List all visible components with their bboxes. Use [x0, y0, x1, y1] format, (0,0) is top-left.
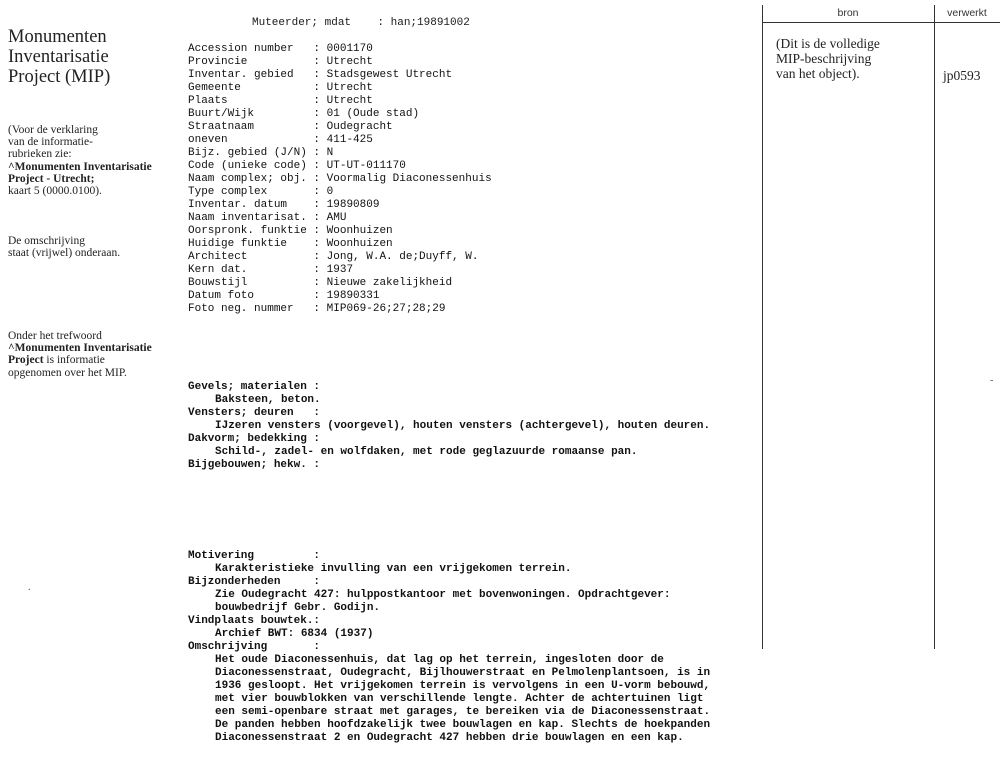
field-value: 411-425 [326, 134, 373, 146]
field-value: Woonhuizen [326, 238, 393, 250]
field-value: 0001170 [326, 43, 373, 55]
section-text-line: 1936 gesloopt. Het vrijgekomen terrein is vervolgens in een U-vorm bebouwd, [215, 680, 711, 692]
record-field-row: oneven : 411-425 [188, 134, 373, 146]
field-label: Datum foto [188, 290, 307, 302]
section-text-line: Karakteristieke invulling van een vrijgekomen terrein. [215, 563, 572, 575]
column-header-verwerkt: verwerkt [947, 7, 987, 19]
field-value: Stadsgewest Utrecht [326, 69, 453, 81]
header-divider [762, 22, 1000, 23]
note-line: De omschrijving [8, 235, 85, 247]
field-label: Naam inventarisat. [188, 212, 307, 224]
field-value: 01 (Oude stad) [326, 108, 420, 120]
record-field-row: Naam complex; obj. : Voormalig Diaconessenhuis [188, 173, 492, 185]
record-field-row: Naam inventarisat. : AMU [188, 212, 347, 224]
field-label: oneven [188, 134, 307, 146]
title-line: Monumenten [8, 27, 107, 47]
field-label: Code (unieke code) [188, 160, 307, 172]
bron-line: (Dit is de volledige [776, 36, 880, 51]
note-reference-bold: Project [8, 354, 44, 367]
section-heading: Dakvorm; bedekking : [188, 433, 321, 445]
record-field-row: Datum foto : 19890331 [188, 290, 380, 302]
verwerkt-value: jp0593 [943, 68, 981, 83]
field-label: Kern dat. [188, 264, 307, 276]
note-line: is informatie [43, 354, 105, 367]
record-field-row: Inventar. datum : 19890809 [188, 199, 380, 211]
record-field-row: Plaats : Utrecht [188, 95, 373, 107]
field-label: Inventar. gebied [188, 69, 307, 81]
margin-note-legend [8, 124, 180, 197]
field-value: Voormalig Diaconessenhuis [326, 173, 492, 185]
section-text-line: Diaconessenstraat 2 en Oudegracht 427 hebben drie bouwlagen en een kap. [215, 732, 684, 744]
record-field-row: Huidige funktie : Woonhuizen [188, 238, 393, 250]
field-label: Accession number [188, 43, 307, 55]
section-heading: Bijzonderheden : [188, 576, 321, 588]
field-value: 19890809 [326, 199, 380, 211]
title-line: Project (MIP) [8, 67, 111, 87]
record-field-row: Foto neg. nummer : MIP069-26;27;28;29 [188, 303, 446, 315]
section-text-line: met vier bouwblokken van verschillende lengte. Achter de achtertuinen ligt [215, 693, 704, 705]
record-field-row: Provincie : Utrecht [188, 56, 373, 68]
record-field-row: Architect : Jong, W.A. de;Duyff, W. [188, 251, 479, 263]
field-label: Plaats [188, 95, 307, 107]
record-field-row: Type complex : 0 [188, 186, 334, 198]
note-line: (Voor de verklaring [8, 124, 98, 136]
bron-line: MIP-beschrijving [776, 51, 872, 67]
field-label: Buurt/Wijk [188, 108, 307, 120]
record-field-row: Inventar. gebied : Stadsgewest Utrecht [188, 69, 453, 81]
record-fields [188, 43, 760, 316]
record-field-row: Kern dat. : 1937 [188, 264, 354, 276]
field-value: Oudegracht [326, 121, 393, 133]
margin-mark: - [990, 375, 994, 386]
field-label: Type complex [188, 186, 307, 198]
title-line: Inventarisatie [8, 47, 109, 67]
field-value: N [326, 147, 334, 159]
record-field-row: Gemeente : Utrecht [188, 82, 373, 94]
section-text-line: Het oude Diaconessenhuis, dat lag op het terrein, ingesloten door de [215, 654, 664, 666]
note-reference-bold: Project - Utrecht; [8, 172, 95, 185]
record-field-row: Code (unieke code) : UT-UT-011170 [188, 160, 406, 172]
margin-mark: . [28, 582, 31, 593]
section-heading: Bijgebouwen; hekw. : [188, 459, 321, 471]
column-divider [762, 5, 763, 649]
field-label: Bijz. gebied (J/N) [188, 147, 307, 159]
record-block-motivation [188, 550, 760, 745]
note-line: Onder het trefwoord [8, 330, 102, 342]
field-value: Woonhuizen [326, 225, 393, 237]
column-header-bron: bron [837, 7, 859, 19]
column-divider [934, 5, 935, 649]
field-value: MIP069-26;27;28;29 [326, 303, 446, 315]
section-text-line: IJzeren vensters (voorgevel), houten vensters (achtergevel), houten deuren. [215, 420, 711, 432]
record-block-building [188, 381, 760, 472]
field-label: Oorspronk. funktie [188, 225, 307, 237]
section-text-line: Baksteen, beton. [215, 394, 321, 406]
field-label: Huidige funktie [188, 238, 307, 250]
margin-note-keyword [8, 330, 180, 379]
field-value: Utrecht [326, 95, 373, 107]
field-label: Foto neg. nummer [188, 303, 307, 315]
field-value: Nieuwe zakelijkheid [326, 277, 453, 289]
note-reference-bold: ^Monumenten Inventarisatie [8, 342, 152, 355]
section-text-line: Zie Oudegracht 427: hulppostkantoor met bovenwoningen. Opdrachtgever: [215, 589, 671, 601]
record-field-row: Bijz. gebied (J/N) : N [188, 147, 334, 159]
field-label: Naam complex; obj. [188, 173, 307, 185]
record-field-row: Oorspronk. funktie : Woonhuizen [188, 225, 393, 237]
section-heading: Motivering : [188, 550, 321, 562]
note-line: opgenomen over het MIP. [8, 366, 127, 379]
field-label: Inventar. datum [188, 199, 307, 211]
bron-note [776, 36, 926, 82]
field-value: Utrecht [326, 56, 373, 68]
document-title [8, 27, 178, 87]
section-heading: Gevels; materialen : [188, 381, 321, 393]
field-value: 0 [326, 186, 334, 198]
section-heading: Vindplaats bouwtek.: [188, 615, 321, 627]
field-label: Gemeente [188, 82, 307, 94]
section-text-line: Diaconessenstraat, Oudegracht, Bijlhouwerstraat en Pelmolenplantsoen, is in [215, 667, 711, 679]
field-label: Bouwstijl [188, 277, 307, 289]
field-value: AMU [326, 212, 347, 224]
field-value: Utrecht [326, 82, 373, 94]
note-reference-bold: ^Monumenten Inventarisatie [8, 160, 152, 173]
section-text-line: een semi-openbare straat met garages, te bereiken via de Diaconessenstraat. [215, 706, 711, 718]
field-value: 1937 [326, 264, 354, 276]
record-field-row: Accession number : 0001170 [188, 43, 373, 55]
section-heading: Omschrijving : [188, 641, 321, 653]
field-value: UT-UT-011170 [326, 160, 406, 172]
section-text-line: Schild-, zadel- en wolfdaken, met rode geglazuurde romaanse pan. [215, 446, 638, 458]
note-line: staat (vrijwel) onderaan. [8, 247, 121, 260]
field-value: 19890331 [326, 290, 380, 302]
muteerder-field: Muteerder; mdat : han;19891002 [252, 17, 470, 29]
section-text-line: Archief BWT: 6834 (1937) [215, 628, 374, 640]
note-line: rubrieken zie: [8, 148, 72, 161]
section-text-line: bouwbedrijf Gebr. Godijn. [215, 602, 381, 614]
field-label: Straatnaam [188, 121, 307, 133]
record-body [188, 17, 760, 758]
record-field-row: Straatnaam : Oudegracht [188, 121, 393, 133]
note-line: kaart 5 (0000.0100). [8, 185, 102, 198]
section-text-line: De panden hebben hoofdzakelijk twee bouwlagen en kap. Slechts de hoekpanden [215, 719, 711, 731]
field-label: Provincie [188, 56, 307, 68]
margin-note-description [8, 235, 180, 259]
left-margin [0, 0, 180, 649]
record-field-row: Buurt/Wijk : 01 (Oude stad) [188, 108, 420, 120]
field-value: Jong, W.A. de;Duyff, W. [326, 251, 479, 263]
section-heading: Vensters; deuren : [188, 407, 321, 419]
record-field-row: Bouwstijl : Nieuwe zakelijkheid [188, 277, 453, 289]
note-line: van de informatie- [8, 136, 93, 149]
field-label: Architect [188, 251, 307, 263]
bron-line: van het object). [776, 66, 860, 82]
